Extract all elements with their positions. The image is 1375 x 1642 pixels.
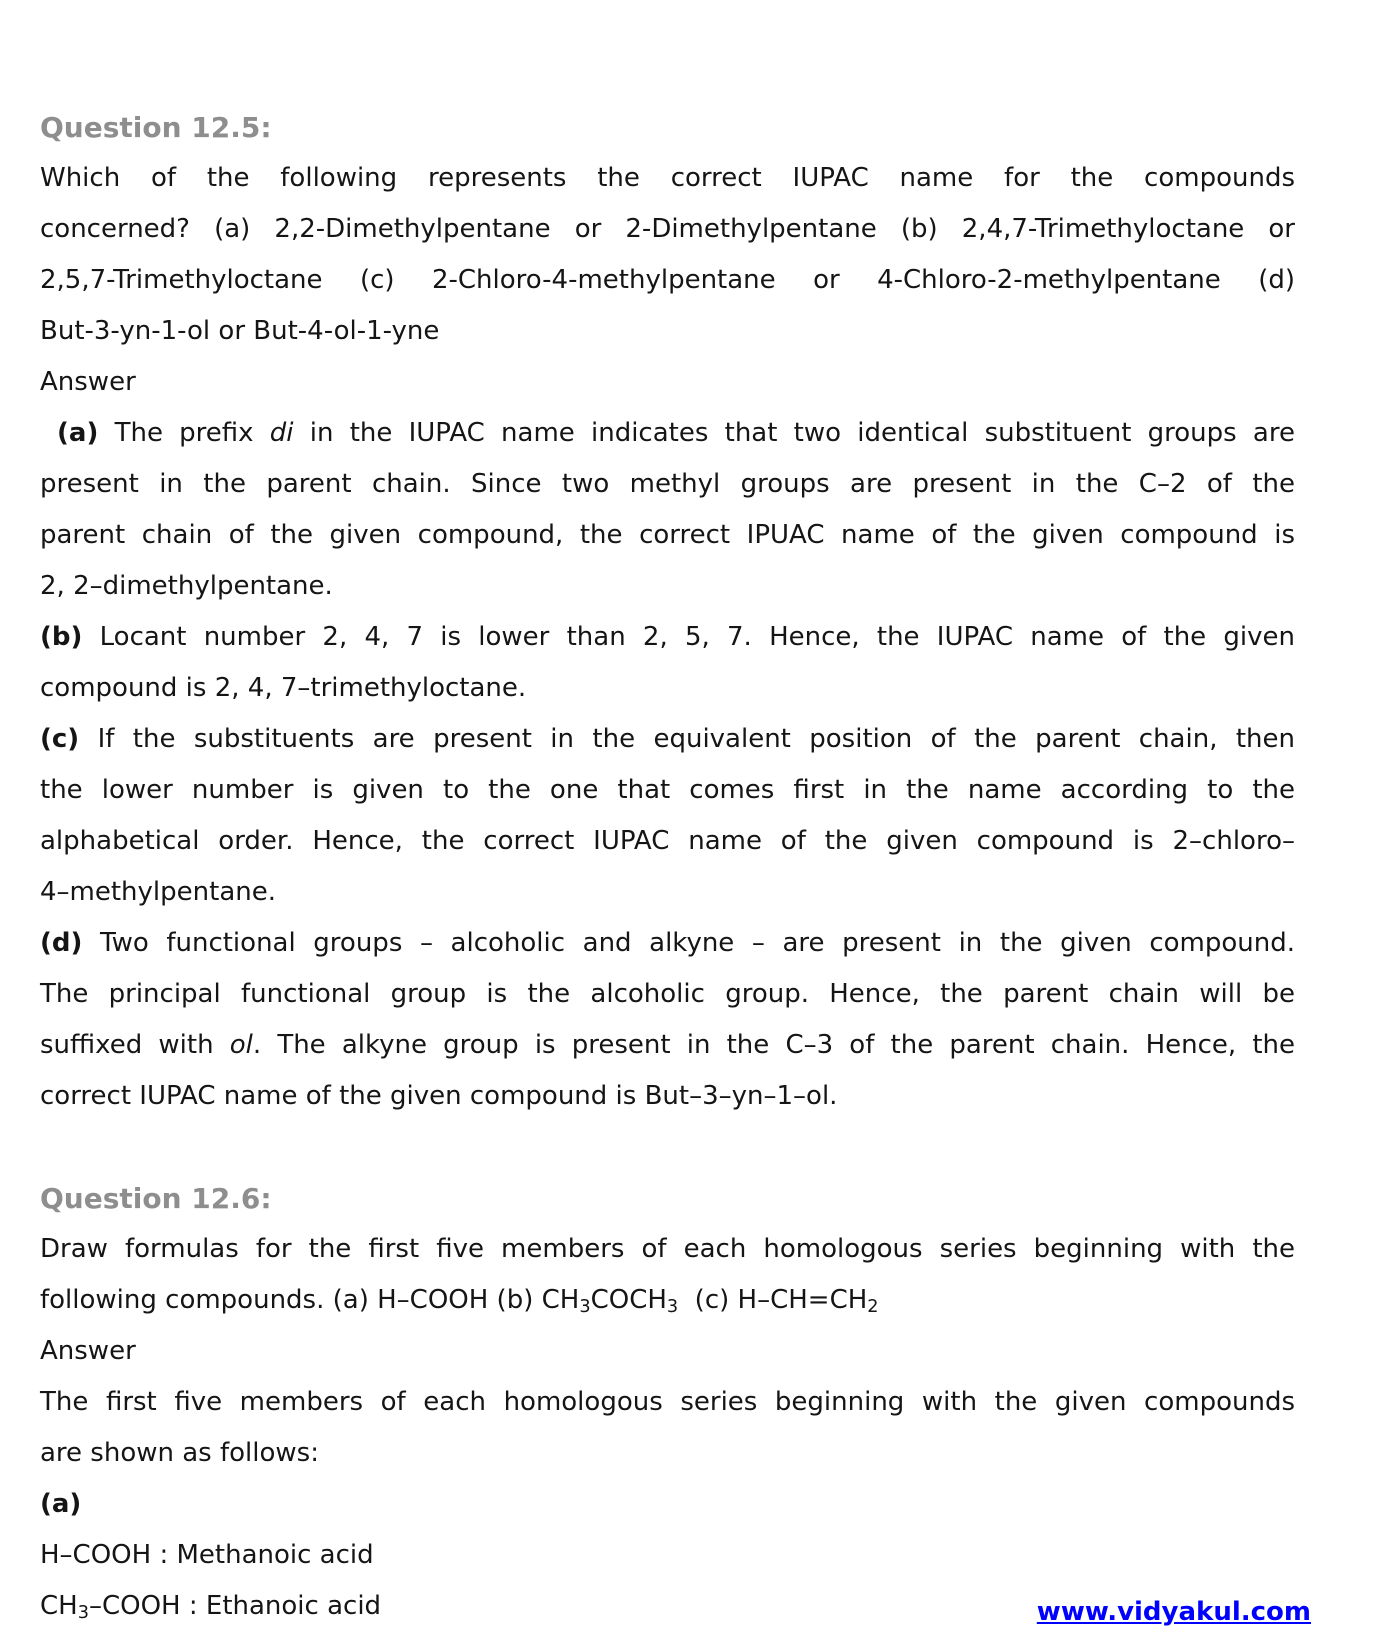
text-run: The principal functional group is the alcoholic group. Hence, the parent chain will be (40, 979, 1295, 1009)
text-line (40, 867, 1295, 918)
text-line (40, 1479, 1295, 1530)
text-line (40, 816, 1295, 867)
text-run: compound is 2, 4, 7–trimethyloctane. (40, 673, 527, 703)
text-run: 3 (77, 1602, 89, 1623)
text-line (40, 663, 1295, 714)
text-run: suffixed with (40, 1030, 230, 1060)
text-line (40, 255, 1295, 306)
text-run: (a) (40, 418, 99, 448)
answer-label-12-5 (40, 357, 1295, 408)
text-line (40, 1377, 1295, 1428)
text-run: 4–methylpentane. (40, 877, 276, 907)
text-line (40, 1224, 1295, 1275)
text-run: H–COOH : Methanoic acid (40, 1540, 374, 1570)
text-run: 2 (867, 1296, 879, 1317)
text-line (40, 765, 1295, 816)
vidyakul-link[interactable]: www.vidyakul.com (1036, 1597, 1311, 1627)
text-run: the lower number is given to the one that comes first in the name according to the (40, 775, 1295, 805)
answer-12-6-intro (40, 1377, 1295, 1479)
document-content (40, 102, 1295, 1632)
text-line (40, 408, 1295, 459)
text-run: Which of the following represents the correct IUPAC name for the compounds (40, 163, 1295, 193)
text-line (40, 1428, 1295, 1479)
blank-line (40, 1122, 1295, 1173)
text-run: 3 (579, 1296, 591, 1317)
answer-12-5-part-a (40, 408, 1295, 612)
text-run: (c) (40, 724, 80, 754)
text-run: (d) (40, 928, 83, 958)
text-run: in the IUPAC name indicates that two identical substituent groups are (293, 418, 1295, 448)
text-line (40, 612, 1295, 663)
text-run: parent chain of the given compound, the correct IPUAC name of the given compound is (40, 520, 1295, 550)
text-run: –COOH : Ethanoic acid (88, 1591, 382, 1621)
answer-12-5-part-c (40, 714, 1295, 918)
answer-12-5-part-b (40, 612, 1295, 714)
text-run: COCH (590, 1285, 667, 1315)
text-run: The first five members of each homologous series beginning with the given compounds (40, 1387, 1295, 1417)
text-run: 2, 2–dimethylpentane. (40, 571, 333, 601)
text-line (40, 357, 1295, 408)
question-12-6-text (40, 1224, 1295, 1326)
text-run: (b) (40, 622, 83, 652)
text-line (40, 714, 1295, 765)
text-run: concerned? (a) 2,2-Dimethylpentane or 2-Dimethylpentane (b) 2,4,7-Trimethyloctane or (40, 214, 1295, 244)
question-12-5-text (40, 153, 1295, 357)
text-line (40, 204, 1295, 255)
text-run: present in the parent chain. Since two methyl groups are present in the C–2 of the (40, 469, 1295, 499)
text-run: 3 (666, 1296, 679, 1317)
text-run: di (269, 418, 294, 448)
text-run: alphabetical order. Hence, the correct IUPAC name of the given compound is 2–chloro– (40, 826, 1295, 856)
text-run: ol (229, 1030, 253, 1060)
text-run: correct IUPAC name of the given compound is But–3–yn–1–ol. (40, 1081, 838, 1111)
text-run: Locant number 2, 4, 7 is lower than 2, 5, 7. Hence, the IUPAC name of the given (82, 622, 1295, 652)
text-line (40, 969, 1295, 1020)
text-run: The prefix (98, 418, 270, 448)
answer-label-12-6 (40, 1326, 1295, 1377)
question-12-5-heading: Question 12.5: (40, 111, 272, 144)
text-run: But-3-yn-1-ol or But-4-ol-1-yne (40, 316, 440, 346)
text-run: Answer (40, 367, 136, 397)
text-line (40, 918, 1295, 969)
text-run: Two functional groups – alcoholic and alkyne – are present in the given compound. (82, 928, 1295, 958)
question-12-6-heading: Question 12.6: (40, 1182, 272, 1215)
text-line (40, 510, 1295, 561)
text-line (40, 1275, 1295, 1326)
text-line (40, 561, 1295, 612)
text-run: Answer (40, 1336, 136, 1366)
text-run: Draw formulas for the first five members of each homologous series beginning with the (40, 1234, 1295, 1264)
text-line (40, 306, 1295, 357)
answer-12-6-item-a-label (40, 1479, 1295, 1530)
text-run: If the substituents are present in the equivalent position of the parent chain, then (79, 724, 1295, 754)
text-line (40, 1530, 1295, 1581)
text-line (40, 1071, 1295, 1122)
text-run: . The alkyne group is present in the C–3 of the parent chain. Hence, the (252, 1030, 1295, 1060)
text-line (40, 153, 1295, 204)
text-run: 2,5,7-Trimethyloctane (c) 2-Chloro-4-methylpentane or 4-Chloro-2-methylpentane (d) (40, 265, 1295, 295)
text-line (40, 459, 1295, 510)
text-run: CH (40, 1591, 78, 1621)
answer-12-5-part-d (40, 918, 1295, 1122)
text-line (40, 1020, 1295, 1071)
text-run: are shown as follows: (40, 1438, 319, 1468)
text-line (40, 1326, 1295, 1377)
text-run: (a) (40, 1489, 82, 1519)
text-run: following compounds. (a) H–COOH (b) CH (40, 1285, 580, 1315)
text-run: (c) H–CH=CH (678, 1285, 868, 1315)
formula-methanoic-acid (40, 1530, 1295, 1581)
